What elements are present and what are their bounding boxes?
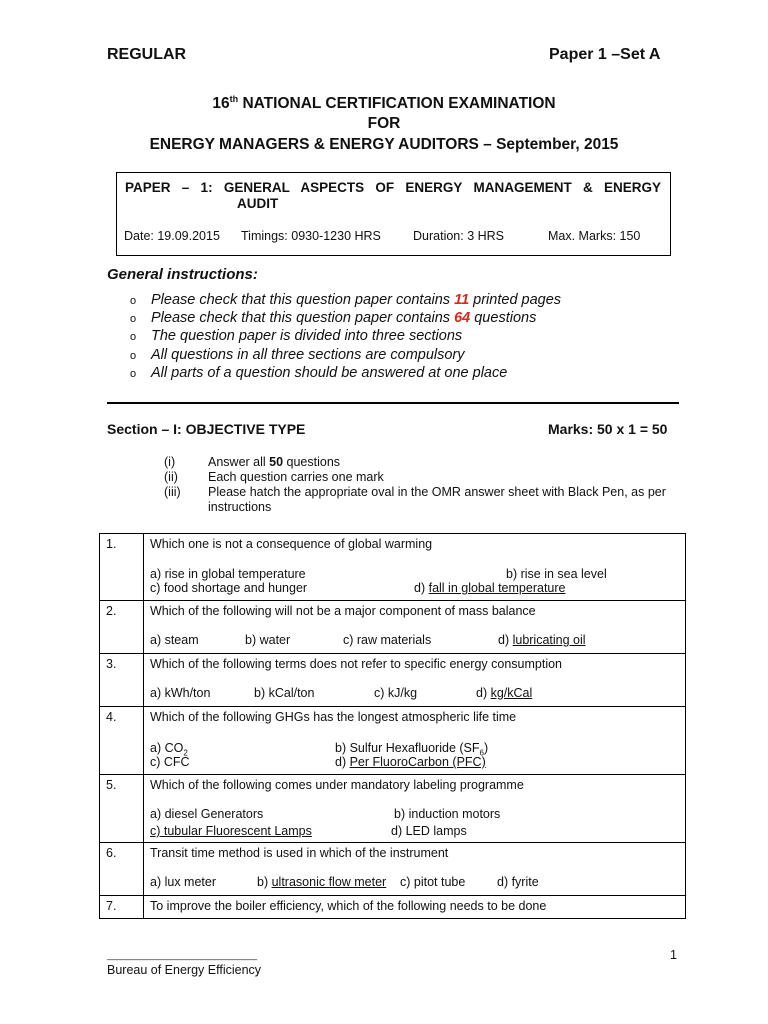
instruction-number: (ii): [164, 470, 178, 484]
option-d: [335, 755, 486, 769]
question-number: 3.: [100, 654, 144, 707]
option-b-text: b) Sulfur Hexafluoride (SF: [335, 741, 480, 755]
question-count-bold: 50: [269, 455, 284, 469]
exam-title-line2: FOR: [367, 115, 401, 132]
instruction-item: [130, 327, 561, 345]
section-instruction: [164, 485, 666, 500]
instruction-item: [130, 364, 561, 382]
option-d: d) LED lamps: [391, 824, 467, 838]
question-number: 2.: [100, 601, 144, 654]
max-marks: Max. Marks: 150: [548, 229, 641, 243]
option-b: [257, 875, 386, 889]
option-c: c) kJ/kg: [374, 686, 418, 700]
page-number: 1: [670, 948, 677, 962]
paper-title-line1: PAPER – 1: GENERAL ASPECTS OF ENERGY MANAGEMENT & ENERGY: [125, 180, 661, 195]
question-text: To improve the boiler efficiency, which of the following needs to be done: [150, 899, 547, 913]
option-b: b) kCal/ton: [254, 686, 315, 700]
instruction-text: All parts of a question should be answered at one place: [151, 364, 508, 381]
bullet-icon: o: [130, 367, 137, 380]
question-text: Which one is not a consequence of global warming: [150, 537, 433, 551]
option-a: a) diesel Generators: [150, 807, 264, 821]
question-text: Which of the following GHGs has the longest atmospheric life time: [150, 710, 517, 724]
question-number: 5.: [100, 775, 144, 843]
correct-answer: c) tubular Fluorescent Lamps: [150, 824, 312, 838]
page-count-highlight: 11: [454, 292, 470, 308]
instruction-text: Please hatch the appropriate oval in the OMR answer sheet with Black Pen, as per: [208, 485, 666, 499]
question-row: [100, 775, 686, 843]
question-row: [100, 707, 686, 775]
instruction-item: [130, 309, 561, 327]
footer-organization: Bureau of Energy Efficiency: [107, 963, 262, 977]
option-b-close: ): [483, 741, 489, 755]
correct-answer: Per FluoroCarbon (PFC): [349, 755, 486, 769]
option-c: c) raw materials: [343, 633, 432, 647]
question-number: 4.: [100, 707, 144, 775]
section-marks: Marks: 50 x 1 = 50: [548, 421, 668, 437]
bullet-icon: o: [130, 331, 137, 344]
edition-suffix: th: [229, 94, 239, 104]
correct-answer: lubricating oil: [512, 633, 586, 647]
question-row: [100, 896, 686, 919]
instruction-item: [130, 346, 561, 364]
question-cell: [144, 775, 686, 843]
question-row: [100, 601, 686, 654]
option-d-prefix: d): [476, 686, 491, 700]
section-instruction: [164, 455, 340, 470]
question-text: Which of the following terms does not refer to specific energy consumption: [150, 657, 563, 671]
option-a-text: a) CO: [150, 741, 184, 755]
option-b: b) induction motors: [394, 807, 501, 821]
option-d-prefix: d): [498, 633, 513, 647]
option-d: d) fyrite: [497, 875, 539, 889]
instruction-text-end: questions: [283, 455, 341, 469]
paper-set-label: Paper 1 –Set A: [549, 46, 661, 63]
question-number: 1.: [100, 534, 144, 601]
option-b-prefix: b): [257, 875, 272, 889]
question-text: Transit time method is used in which of the instrument: [150, 846, 449, 860]
exam-title-line3: ENERGY MANAGERS & ENERGY AUDITORS – September, 2015: [149, 136, 619, 153]
question-number: 6.: [100, 843, 144, 896]
instruction-number: (i): [164, 455, 176, 469]
instruction-text: Please check that this question paper contains: [151, 292, 455, 308]
instruction-text: Each question carries one mark: [208, 470, 384, 484]
instruction-text: Answer all: [208, 455, 270, 469]
correct-answer: ultrasonic flow meter: [271, 875, 387, 889]
exam-date: Date: 19.09.2015: [124, 229, 220, 243]
questions-table: [99, 533, 686, 919]
section-title: Section – I: OBJECTIVE TYPE: [107, 421, 306, 437]
exam-type-label: REGULAR: [107, 46, 187, 63]
subscript: 2: [183, 748, 188, 758]
question-cell: [144, 707, 686, 775]
option-d-prefix: d): [414, 581, 429, 595]
instruction-text: All questions in all three sections are compulsory: [151, 346, 465, 363]
question-cell: [144, 654, 686, 707]
option-d-prefix: d): [335, 755, 350, 769]
question-cell: [144, 843, 686, 896]
subscript: 6: [479, 748, 484, 758]
section-instruction: [164, 470, 384, 485]
question-cell: [144, 896, 686, 919]
exam-duration: Duration: 3 HRS: [413, 229, 505, 243]
question-number: 7.: [100, 896, 144, 919]
option-d: [498, 633, 586, 647]
general-instructions-heading: General instructions:: [107, 266, 258, 283]
option-c: c) CFC: [150, 755, 190, 769]
instruction-item: [130, 291, 561, 309]
instruction-text-end: questions: [470, 310, 537, 327]
instruction-text: Please check that this question paper contains: [151, 310, 455, 327]
exam-timings: Timings: 0930-1230 HRS: [241, 229, 381, 243]
correct-answer: kg/kCal: [490, 686, 533, 700]
option-c: c) pitot tube: [400, 875, 466, 889]
option-b: b) water: [245, 633, 291, 647]
question-row: [100, 534, 686, 601]
question-row: [100, 654, 686, 707]
general-instructions-list: [130, 291, 561, 382]
footer-rule: ______________________________: [107, 950, 258, 960]
option-c: c) food shortage and hunger: [150, 581, 308, 595]
option-a: a) kWh/ton: [150, 686, 211, 700]
question-text: Which of the following comes under mandatory labeling programme: [150, 778, 524, 792]
option-a: a) steam: [150, 633, 199, 647]
option-d: [476, 686, 532, 700]
instruction-number: (iii): [164, 485, 181, 499]
paper-info-box: [116, 172, 671, 256]
question-count-highlight: 64: [454, 310, 471, 327]
option-b: b) rise in sea level: [506, 567, 607, 581]
question-row: [100, 843, 686, 896]
exam-name: NATIONAL CERTIFICATION EXAMINATION: [238, 95, 556, 113]
exam-title-line1: [0, 94, 768, 113]
question-text: Which of the following will not be a major component of mass balance: [150, 604, 536, 618]
section-instruction-continued: instructions: [208, 500, 272, 514]
edition-number: 16: [212, 95, 230, 113]
option-a: a) rise in global temperature: [150, 567, 306, 581]
section-divider: [107, 402, 679, 404]
instruction-text-end: printed pages: [469, 292, 562, 308]
option-a: a) lux meter: [150, 875, 216, 889]
bullet-icon: o: [130, 313, 137, 326]
instruction-text: The question paper is divided into three sections: [151, 328, 463, 345]
question-cell: [144, 601, 686, 654]
bullet-icon: o: [130, 349, 137, 362]
bullet-icon: o: [130, 295, 137, 307]
option-d: [414, 581, 565, 595]
paper-title-line2: AUDIT: [237, 196, 279, 211]
correct-answer: fall in global temperature: [428, 581, 566, 595]
question-cell: [144, 534, 686, 601]
